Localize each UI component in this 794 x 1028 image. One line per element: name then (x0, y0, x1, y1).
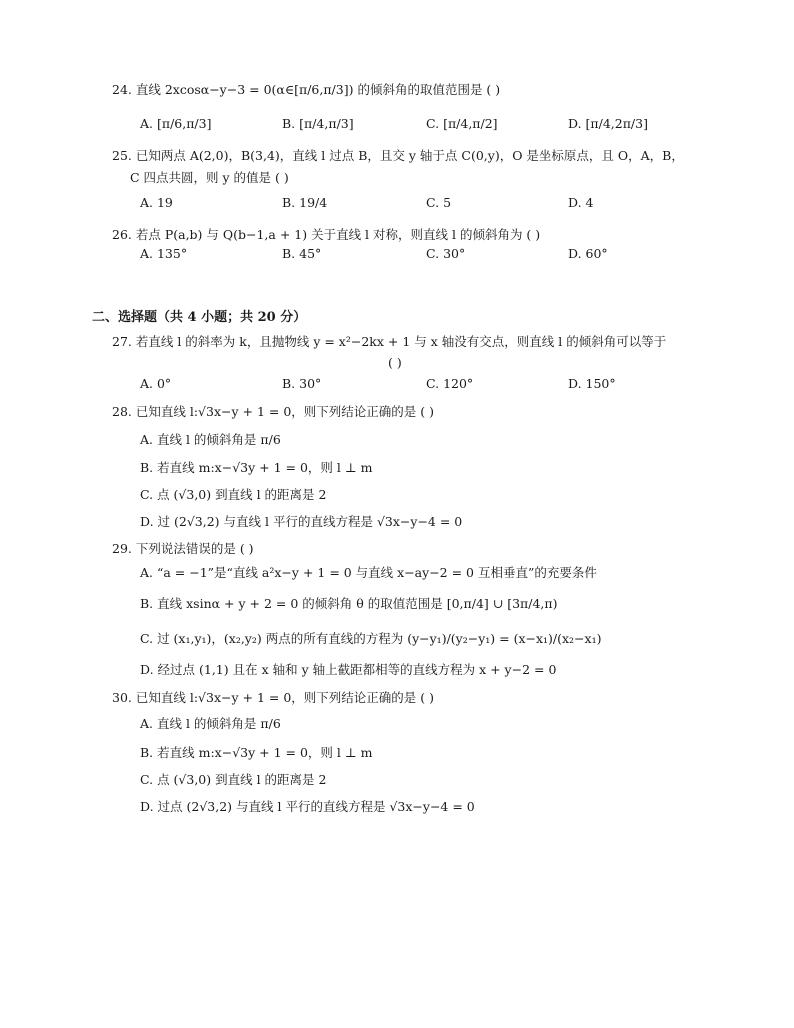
q28-option-d: D. 过 (2√3,2) 与直线 l 平行的直线方程是 √3x−y−4 = 0 (140, 514, 463, 529)
q26-stem: 26. 若点 P(a,b) 与 Q(b−1,a + 1) 关于直线 l 对称，则直线 l 的倾斜角为 ( ) (112, 227, 541, 242)
section-heading: 二、选择题（共 4 小题；共 20 分） (92, 310, 307, 325)
q27-answer-paren: ( ) (388, 355, 402, 370)
q25-stem-line1: 25. 已知两点 A(2,0)，B(3,4)，直线 l 过点 B，且交 y 轴于点 C(0,y)，O 是坐标原点，且 O，A，B， (112, 148, 684, 163)
q24-option-c: C. [π/4,π/2] (426, 116, 498, 131)
q24-stem: 24. 直线 2xcosα−y−3 = 0(α∈[π/6,π/3]) 的倾斜角的取值范围是 ( ) (112, 82, 501, 97)
q29-option-c: C. 过 (x₁,y₁)，(x₂,y₂) 两点的所有直线的方程为 (y−y₁)/(y₂−y₁) = (x−x₁)/(x₂−x₁) (140, 631, 602, 646)
q28-option-a: A. 直线 l 的倾斜角是 π/6 (140, 432, 281, 447)
q27-option-c: C. 120° (426, 376, 474, 391)
q27-option-d: D. 150° (568, 376, 616, 391)
q24-option-d: D. [π/4,2π/3] (568, 116, 648, 131)
q30-option-a: A. 直线 l 的倾斜角是 π/6 (140, 716, 281, 731)
q29-stem: 29. 下列说法错误的是 ( ) (112, 541, 254, 556)
q28-option-b: B. 若直线 m:x−√3y + 1 = 0，则 l ⊥ m (140, 460, 373, 475)
q30-option-b: B. 若直线 m:x−√3y + 1 = 0，则 l ⊥ m (140, 745, 373, 760)
q26-option-d: D. 60° (568, 246, 608, 261)
q30-option-c: C. 点 (√3,0) 到直线 l 的距离是 2 (140, 772, 327, 787)
q26-option-c: C. 30° (426, 246, 466, 261)
q29-option-d: D. 经过点 (1,1) 且在 x 轴和 y 轴上截距都相等的直线方程为 x + y−2 = 0 (140, 662, 557, 677)
q24-option-b: B. [π/4,π/3] (282, 116, 354, 131)
q27-stem: 27. 若直线 l 的斜率为 k，且抛物线 y = x²−2kx + 1 与 x 轴没有交点，则直线 l 的倾斜角可以等于 (112, 334, 667, 349)
q25-option-a: A. 19 (140, 195, 173, 210)
q27-option-b: B. 30° (282, 376, 322, 391)
q25-option-d: D. 4 (568, 195, 594, 210)
q29-option-b: B. 直线 xsinα + y + 2 = 0 的倾斜角 θ 的取值范围是 [0,π/4] ∪ [3π/4,π) (140, 596, 558, 611)
q25-stem-line2: C 四点共圆，则 y 的值是 ( ) (130, 170, 289, 185)
q24-option-a: A. [π/6,π/3] (140, 116, 212, 131)
q28-option-c: C. 点 (√3,0) 到直线 l 的距离是 2 (140, 487, 327, 502)
q27-option-a: A. 0° (140, 376, 172, 391)
q26-option-b: B. 45° (282, 246, 322, 261)
q26-option-a: A. 135° (140, 246, 188, 261)
q30-stem: 30. 已知直线 l:√3x−y + 1 = 0，则下列结论正确的是 ( ) (112, 690, 434, 705)
q25-option-c: C. 5 (426, 195, 452, 210)
q30-option-d: D. 过点 (2√3,2) 与直线 l 平行的直线方程是 √3x−y−4 = 0 (140, 799, 475, 814)
q28-stem: 28. 已知直线 l:√3x−y + 1 = 0，则下列结论正确的是 ( ) (112, 404, 434, 419)
q25-option-b: B. 19/4 (282, 195, 328, 210)
q29-option-a: A. “a = −1”是“直线 a²x−y + 1 = 0 与直线 x−ay−2 = 0 互相垂直”的充要条件 (140, 565, 597, 580)
